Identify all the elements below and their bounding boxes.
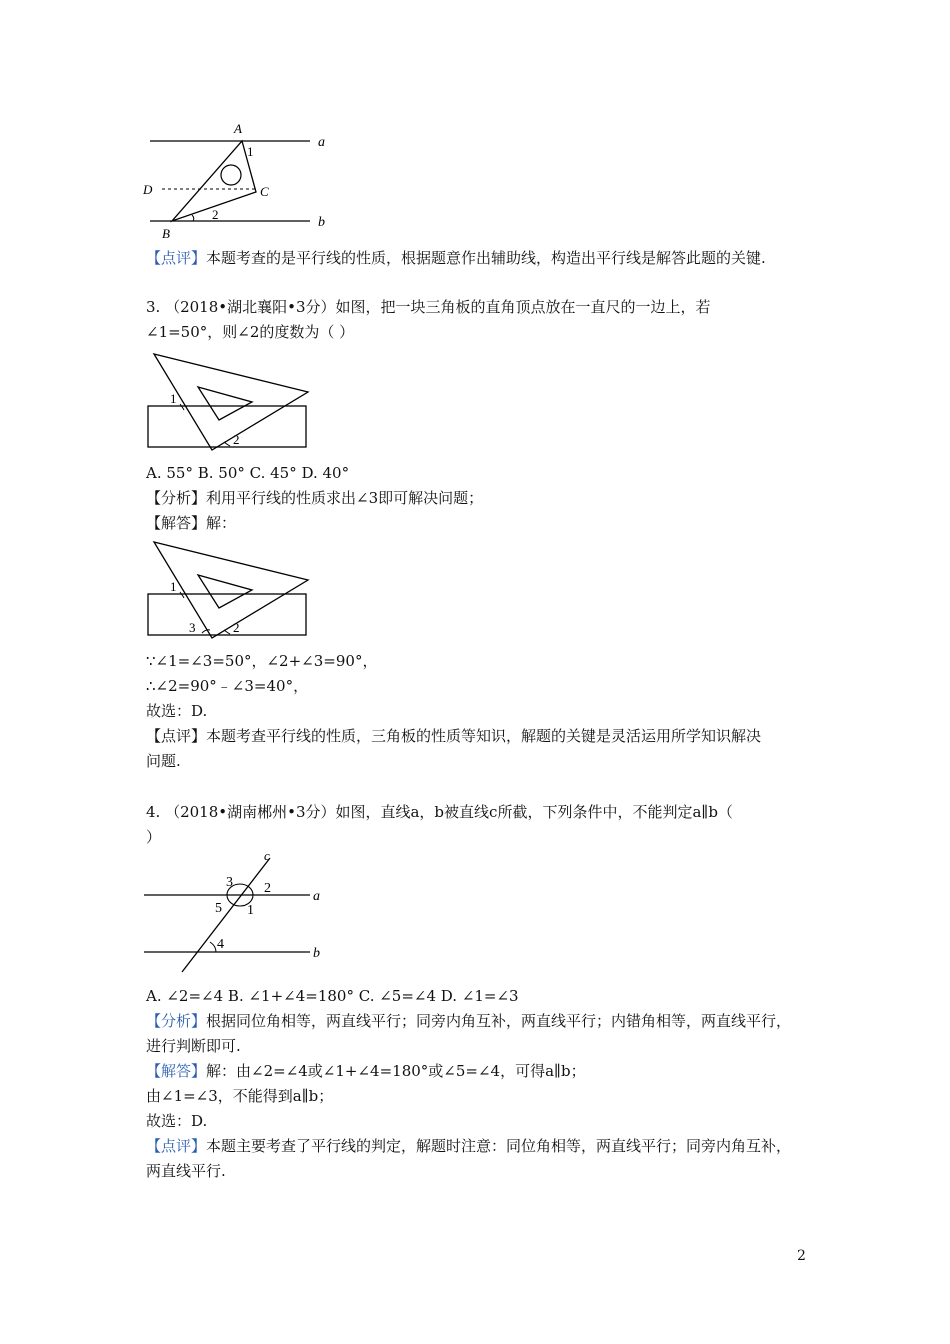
q4-answer-line2: 由∠1=∠3，不能得到a∥b； bbox=[146, 1087, 334, 1105]
comment-tag: 【点评】 bbox=[146, 1137, 207, 1155]
label-1: 1 bbox=[170, 391, 177, 406]
label-2: 2 bbox=[264, 881, 271, 896]
q3-comment-line2: 问题. bbox=[146, 752, 181, 770]
label-D: D bbox=[143, 182, 153, 197]
label-3: 3 bbox=[226, 875, 233, 890]
label-a: a bbox=[313, 889, 320, 904]
label-c: c bbox=[264, 848, 270, 863]
figure-triangle-ruler bbox=[140, 350, 320, 454]
label-5: 5 bbox=[215, 901, 222, 916]
comment-text: 本题考查平行线的性质，三角板的性质等知识，解题的关键是灵活运用所学知识解决 bbox=[206, 727, 762, 745]
q4-answer-line1 bbox=[146, 1061, 586, 1081]
q4-stem-line1: 4. （2018•湖南郴州•3分）如图，直线a，b被直线c所截，下列条件中，不能判定a∥b（ bbox=[146, 803, 733, 821]
q3-answer-head: 【解答】解： bbox=[146, 514, 237, 532]
q4-choose: 故选：D. bbox=[146, 1112, 208, 1130]
q3-comment-line1 bbox=[146, 726, 761, 746]
page-number: 2 bbox=[797, 1248, 806, 1264]
analysis-tag: 【分析】 bbox=[146, 1012, 207, 1030]
label-B: B bbox=[162, 226, 170, 241]
comment-tag: 【点评】 bbox=[146, 727, 207, 745]
q4-analysis-line2: 进行判断即可. bbox=[146, 1037, 241, 1055]
figure-parallel-lines-triangle bbox=[140, 118, 350, 242]
q4-options: A. ∠2=∠4 B. ∠1+∠4=180° C. ∠5=∠4 D. ∠1=∠3 bbox=[146, 987, 519, 1005]
answer-text: 解：由∠2=∠4或∠1+∠4=180°或∠5=∠4，可得a∥b； bbox=[206, 1062, 586, 1080]
label-2: 2 bbox=[233, 620, 240, 635]
q3-options: A. 55° B. 50° C. 45° D. 40° bbox=[146, 464, 350, 482]
q4-comment-line1 bbox=[146, 1136, 791, 1156]
comment-tag: 【点评】 bbox=[146, 249, 207, 267]
q4-comment-line2: 两直线平行. bbox=[146, 1162, 226, 1180]
q3-choose: 故选：D. bbox=[146, 702, 208, 720]
q4-stem-line2: ） bbox=[146, 828, 162, 846]
label-b: b bbox=[313, 946, 320, 961]
label-2: 2 bbox=[212, 207, 219, 222]
label-1: 1 bbox=[247, 144, 254, 159]
label-1: 1 bbox=[247, 903, 254, 918]
answer-tag: 【解答】 bbox=[146, 1062, 207, 1080]
figure-transversal bbox=[140, 846, 340, 976]
label-A: A bbox=[234, 121, 242, 136]
figure-triangle-ruler-solution bbox=[140, 538, 320, 642]
label-C: C bbox=[260, 184, 269, 199]
q3-stem-line2: ∠1=50°，则∠2的度数为（ ） bbox=[146, 323, 355, 341]
label-b: b bbox=[318, 215, 325, 230]
label-3: 3 bbox=[189, 620, 196, 635]
label-4: 4 bbox=[217, 937, 224, 952]
label-2: 2 bbox=[233, 432, 240, 447]
label-a: a bbox=[318, 135, 325, 150]
q3-step2: ∴∠2=90°﹣∠3=40°， bbox=[146, 677, 309, 695]
q3-analysis: 【分析】利用平行线的性质求出∠3即可解决问题； bbox=[146, 489, 484, 507]
q3-step1: ∵∠1=∠3=50°，∠2+∠3=90°， bbox=[146, 652, 378, 670]
comment-text: 本题考查的是平行线的性质，根据题意作出辅助线，构造出平行线是解答此题的关键. bbox=[206, 249, 766, 267]
q2-comment bbox=[146, 248, 766, 268]
label-1: 1 bbox=[170, 579, 177, 594]
comment-text: 本题主要考查了平行线的判定，解题时注意：同位角相等，两直线平行；同旁内角互补， bbox=[206, 1137, 792, 1155]
q4-analysis-line1 bbox=[146, 1011, 791, 1031]
analysis-text: 根据同位角相等，两直线平行；同旁内角互补，两直线平行；内错角相等，两直线平行， bbox=[206, 1012, 792, 1030]
q3-stem-line1: 3. （2018•湖北襄阳•3分）如图，把一块三角板的直角顶点放在一直尺的一边上，若 bbox=[146, 298, 711, 316]
